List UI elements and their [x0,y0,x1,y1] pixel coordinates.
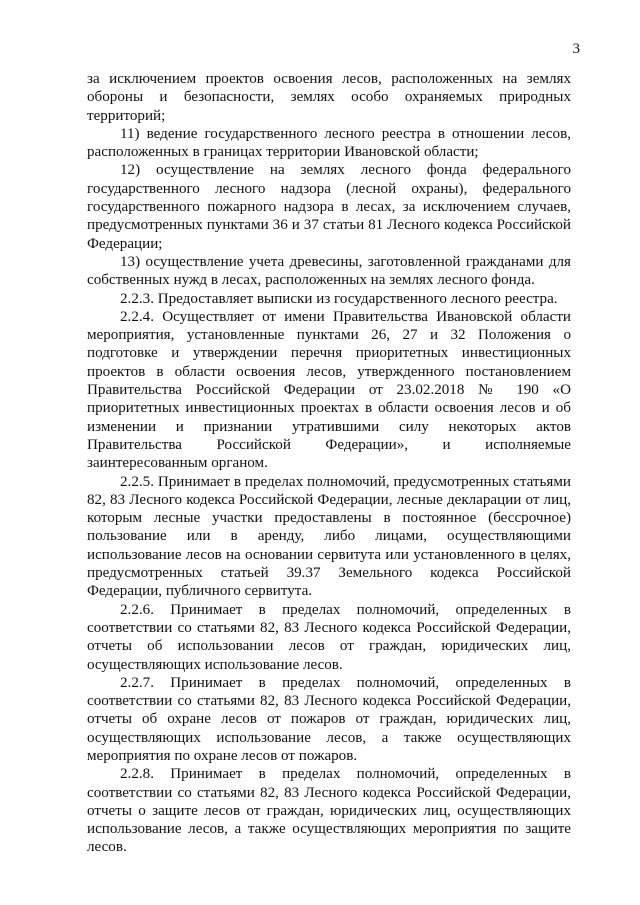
document-body [87,70,571,857]
paragraph-item-11: 11) ведение государственного лесного реестра в отношении лесов, расположенных в границах территории Ивановской области; [87,125,571,161]
paragraph-item-13: 13) осуществление учета древесины, заготовленной гражданами для собственных нужд в лесах, расположенных на землях лесного фонда. [87,253,571,289]
paragraph-continuation: за исключением проектов освоения лесов, расположенных на землях обороны и безопасности, землях особо охраняемых природных территорий; [87,71,571,124]
paragraph-2-2-4: 2.2.4. Осуществляет от имени Правительства Ивановской области мероприятия, установленные пунктами 26, 27 и 32 Положения о подготовке и утверждении перечня приоритетных инвестиционных проектов в области освоения лесов, утвержденного постановлением Правительства Российской Федерации от 23.02.2018 № 190 «О приоритетных инвестиционных проектах в области освоения лесов и об изменении и признании утратившими силу некоторых актов Правительства Российской Федерации», и исполняемые заинтересованным органом. [87,308,571,472]
paragraph-item-12: 12) осуществление на землях лесного фонда федерального государственного лесного надзора (лесной охраны), федерального государственного пожарного надзора в лесах, за исключением случаев, предусмотренных пунктами 36 и 37 статьи 81 Лесного кодекса Российской Федерации; [87,162,571,252]
paragraph-2-2-6: 2.2.6. Принимает в пределах полномочий, определенных в соответствии со статьями 82, 83 Лесного кодекса Российской Федерации, отчеты об использовании лесов от граждан, юридических лиц, осуществляющих использование лесов. [87,601,571,673]
paragraph-2-2-8: 2.2.8. Принимает в пределах полномочий, определенных в соответствии со статьями 82, 83 Лесного кодекса Российской Федерации, отчеты о защите лесов от граждан, юридических лиц, осуществляющих использование лесов, а также осуществляющих мероприятия по защите лесов. [87,766,571,856]
page-number: 3 [572,41,580,57]
paragraph-2-2-5: 2.2.5. Принимает в пределах полномочий, предусмотренных статьями 82, 83 Лесного кодекса Российской Федерации, лесные декларации от лиц, которым лесные участки предоставлены в постоянное (бессрочное) пользование или в аренду, либо лицами, осуществляющими использование лесов на основании сервитута или установленного в целях, предусмотренных статьей 39.37 Земельного кодекса Российской Федерации, публичного сервитута. [87,473,571,600]
paragraph-2-2-3: 2.2.3. Предоставляет выписки из государственного лесного реестра. [120,290,558,307]
paragraph-2-2-7: 2.2.7. Принимает в пределах полномочий, определенных в соответствии со статьями 82, 83 Лесного кодекса Российской Федерации, отчеты об охране лесов от пожаров от граждан, юридических лиц, осуществляющих использование лесов, а также осуществляющих мероприятия по охране лесов от пожаров. [87,674,571,764]
